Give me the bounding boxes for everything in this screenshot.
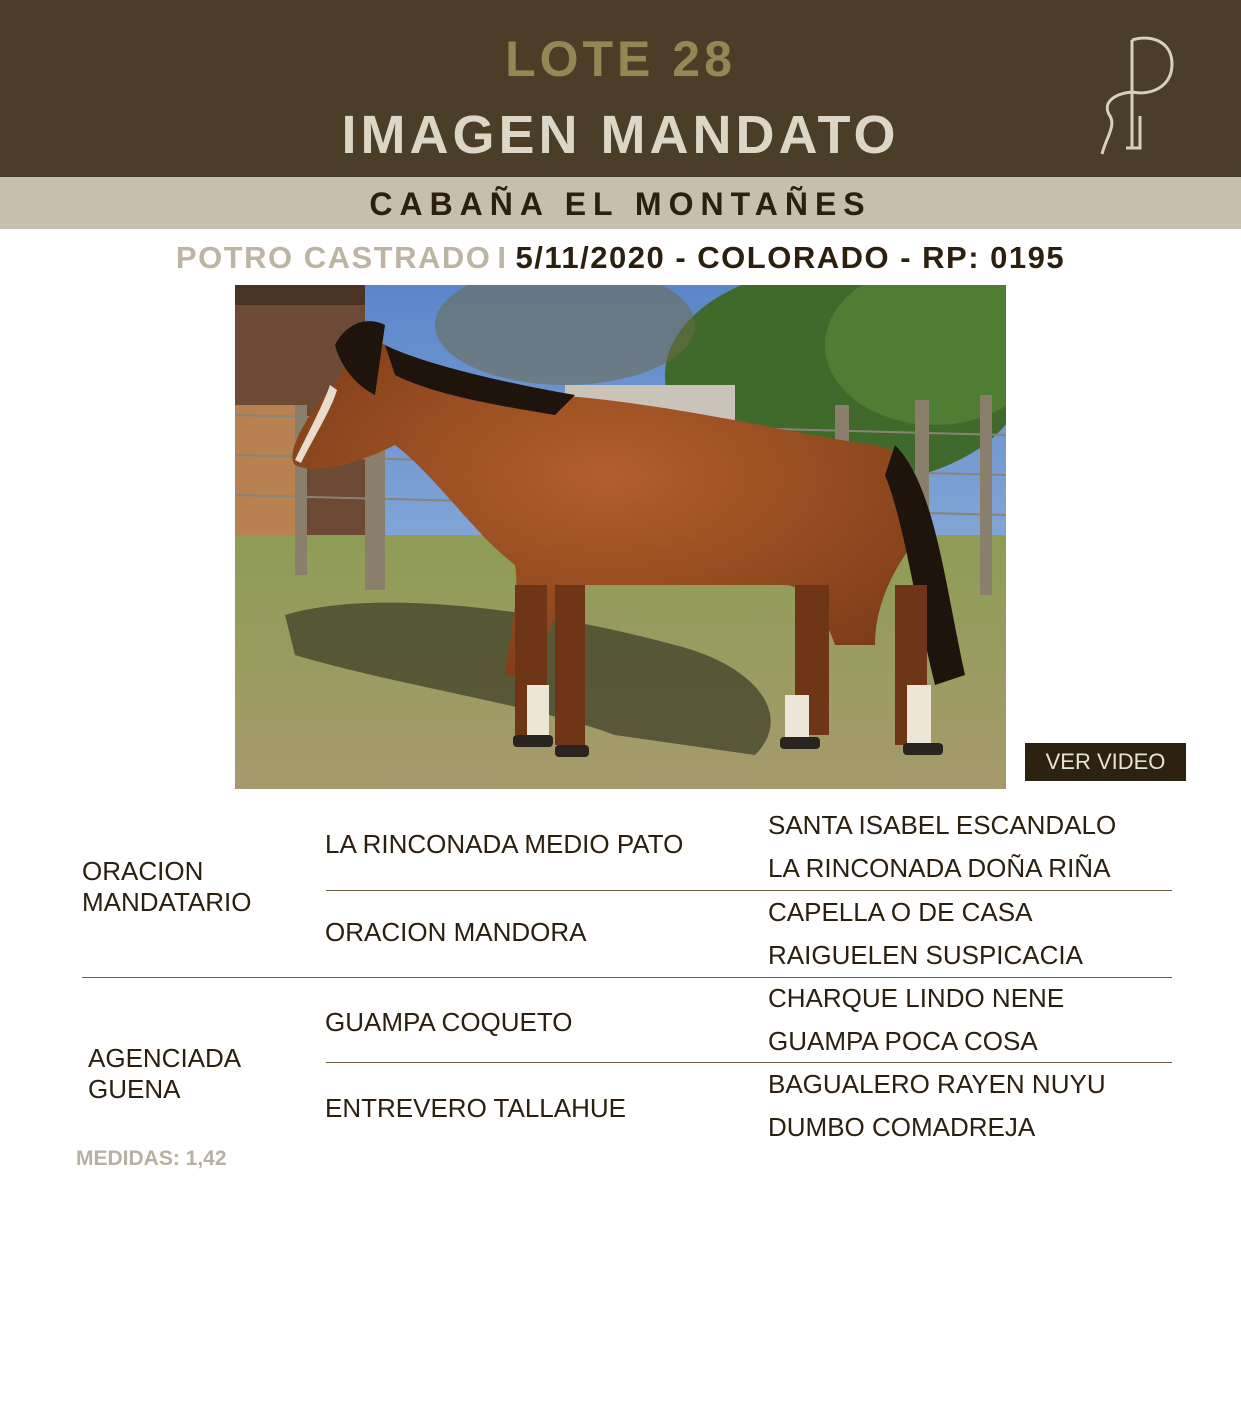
pedigree-divider [82,977,1172,978]
maternal-granddam-dam: DUMBO COMADREJA [768,1112,1036,1142]
details-separator: I [497,240,508,275]
paternal-granddam-dam: RAIGUELEN SUSPICACIA [768,940,1083,970]
paternal-grandsire: LA RINCONADA MEDIO PATO [325,829,684,859]
maternal-grandsire-dam: GUAMPA POCA COSA [768,1026,1038,1056]
paternal-grandsire-sire: SANTA ISABEL ESCANDALO [768,810,1117,840]
maternal-grandsire: GUAMPA COQUETO [325,1007,573,1037]
dam-name-line1: AGENCIADA [88,1043,242,1073]
maternal-grandsire-sire: CHARQUE LINDO NENE [768,983,1065,1013]
maternal-granddam-sire: BAGUALERO RAYEN NUYU [768,1069,1106,1099]
horse-details [0,240,1241,276]
dam-name [88,1043,241,1105]
pedigree-divider [326,890,1172,891]
pedigree-divider [326,1062,1172,1063]
view-video-button[interactable]: VER VIDEO [1025,743,1186,781]
brand-logo-icon [1092,30,1182,160]
maternal-granddam: ENTREVERO TALLAHUE [325,1093,627,1123]
sire-name-line2: MANDATARIO [82,887,252,917]
dam-name-line2: GUENA [88,1074,181,1104]
lot-number: LOTE 28 [505,31,736,87]
horse-category: POTRO CASTRADO [175,240,492,275]
sire-name [82,856,251,918]
breeder-name: CABAÑA EL MONTAÑES [369,186,872,222]
horse-name: IMAGEN MANDATO [341,105,900,165]
paternal-grandsire-dam: LA RINCONADA DOÑA RIÑA [768,853,1111,883]
sire-name-line1: ORACION [82,856,204,886]
paternal-granddam-sire: CAPELLA O DE CASA [768,897,1033,927]
paternal-granddam: ORACION MANDORA [325,917,587,947]
horse-info: 5/11/2020 - COLORADO - RP: 0195 [515,240,1066,275]
horse-photo [235,285,1006,789]
measurements: MEDIDAS: 1,42 [76,1147,227,1170]
